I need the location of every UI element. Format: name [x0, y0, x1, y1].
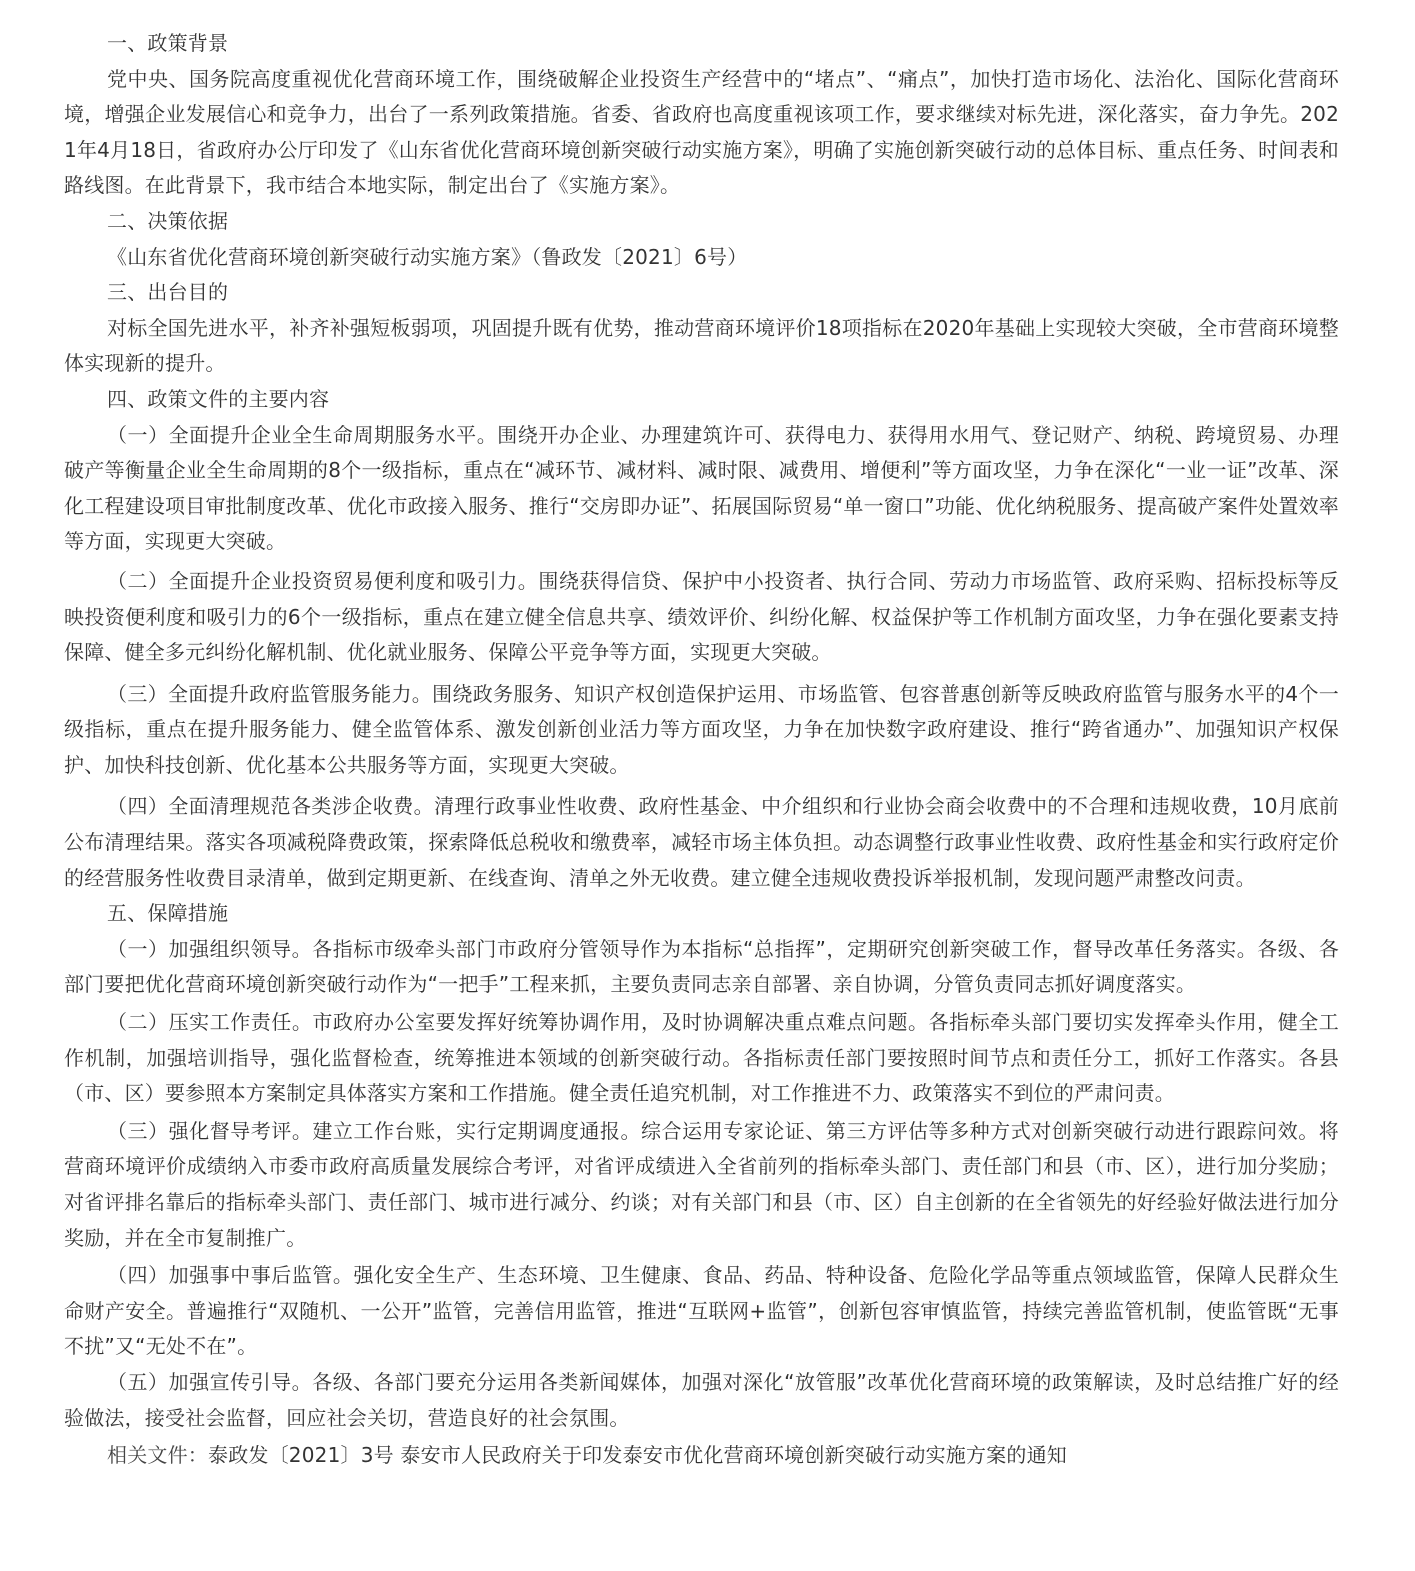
section-heading-main-content: 四、政策文件的主要内容 — [107, 386, 330, 411]
safeguard-item-2: （二）压实工作责任。市政府办公室要发挥好统筹协调作用，及时协调解决重点难点问题。各指标牵头部门要切实发挥牵头作用，健全工作机制，加强培训指导，强化监督检查，统筹推进本领域的创新突破行动。各指标责任部门要按照时间节点和责任分工，抓好工作落实。各县（市、区）要参照本方案制定具体落实方案和工作措施。健全责任追究机制，对工作推进不力、政策落实不到位的严肃问责。 — [64, 1010, 1339, 1106]
related-label: 相关文件： — [107, 1443, 208, 1468]
related-document-link[interactable]: 泰政发〔2021〕3号 泰安市人民政府关于印发泰安市优化营商环境创新突破行动实施方案的通知 — [208, 1443, 1067, 1468]
main-content-item-1: （一）全面提升企业全生命周期服务水平。围绕开办企业、办理建筑许可、获得电力、获得用水用气、登记财产、纳税、跨境贸易、办理破产等衡量企业全生命周期的8个一级指标，重点在“减环节、减材料、减时限、减费用、增便利”等方面攻坚，力争在深化“一业一证”改革、深化工程建设项目审批制度改革、优化市政接入服务、推行“交房即办证”、拓展国际贸易“单一窗口”功能、优化纳税服务、提高破产案件处置效率等方面，实现更大突破。 — [64, 422, 1339, 554]
main-content-item-2: （二）全面提升企业投资贸易便利度和吸引力。围绕获得信贷、保护中小投资者、执行合同、劳动力市场监管、政府采购、招标投标等反映投资便利度和吸引力的6个一级指标，重点在建立健全信息共享、绩效评价、纠纷化解、权益保护等工作机制方面攻坚，力争在强化要素支持保障、健全多元纠纷化解机制、优化就业服务、保障公平竞争等方面，实现更大突破。 — [64, 568, 1339, 665]
safeguard-item-3: （三）强化督导考评。建立工作台账，实行定期调度通报。综合运用专家论证、第三方评估等多种方式对创新突破行动进行跟踪问效。将营商环境评价成绩纳入市委市政府高质量发展综合考评，对省评成绩进入全省前列的指标牵头部门、责任部门和县（市、区），进行加分奖励；对省评排名靠后的指标牵头部门、责任部门、城市进行减分、约谈；对有关部门和县（市、区）自主创新的在全省领先的好经验好做法进行加分奖励，并在全市复制推广。 — [64, 1118, 1339, 1250]
safeguard-item-4: （四）加强事中事后监管。强化安全生产、生态环境、卫生健康、食品、药品、特种设备、危险化学品等重点领域监管，保障人民群众生命财产安全。普遍推行“双随机、一公开”监管，完善信用监管，推进“互联网+监管”，创新包容审慎监管，持续完善监管机制，使监管既“无事不扰”又“无处不在”。 — [64, 1263, 1339, 1359]
purpose-paragraph: 对标全国先进水平，补齐补强短板弱项，巩固提升既有优势，推动营商环境评价18项指标在2020年基础上实现较大突破，全市营商环境整体实现新的提升。 — [64, 315, 1339, 376]
related-documents — [64, 1438, 1339, 1474]
main-content-item-3: （三）全面提升政府监管服务能力。围绕政务服务、知识产权创造保护运用、市场监管、包容普惠创新等反映政府监管与服务水平的4个一级指标，重点在提升服务能力、健全监管体系、激发创新创业活力等方面攻坚，力争在加快数字政府建设、推行“跨省通办”、加强知识产权保护、加快科技创新、优化基本公共服务等方面，实现更大突破。 — [64, 681, 1339, 777]
section-heading-safeguards: 五、保障措施 — [107, 901, 229, 926]
section-heading-purpose: 三、出台目的 — [107, 280, 229, 305]
safeguard-item-5: （五）加强宣传引导。各级、各部门要充分运用各类新闻媒体，加强对深化“放管服”改革优化营商环境的政策解读，及时总结推广好的经验做法，接受社会监督，回应社会关切，营造良好的社会氛围。 — [64, 1369, 1339, 1430]
background-paragraph: 党中央、国务院高度重视优化营商环境工作，围绕破解企业投资生产经营中的“堵点”、“痛点”，加快打造市场化、法治化、国际化营商环境，增强企业发展信心和竞争力，出台了一系列政策措施。省委、省政府也高度重视该项工作，要求继续对标先进，深化落实，奋力争先。2021年4月18日，省政府办公厅印发了《山东省优化营商环境创新突破行动实施方案》，明确了实施创新突破行动的总体目标、重点任务、时间表和路线图。在此背景下，我市结合本地实际，制定出台了《实施方案》。 — [64, 66, 1339, 198]
basis-paragraph: 《山东省优化营商环境创新突破行动实施方案》（鲁政发〔2021〕6号） — [107, 244, 748, 269]
section-heading-background: 一、政策背景 — [107, 31, 229, 55]
section-heading-basis: 二、决策依据 — [107, 208, 229, 233]
safeguard-item-1: （一）加强组织领导。各指标市级牵头部门市政府分管领导作为本指标“总指挥”，定期研究创新突破工作，督导改革任务落实。各级、各部门要把优化营商环境创新突破行动作为“一把手”工程来抓，主要负责同志亲自部署、亲自协调，分管负责同志抓好调度落实。 — [64, 936, 1339, 997]
main-content-item-4: （四）全面清理规范各类涉企收费。清理行政事业性收费、政府性基金、中介组织和行业协会商会收费中的不合理和违规收费，10月底前公布清理结果。落实各项减税降费政策，探索降低总税收和缴费率，减轻市场主体负担。动态调整行政事业性收费、政府性基金和实行政府定价的经营服务性收费目录清单，做到定期更新、在线查询、清单之外无收费。建立健全违规收费投诉举报机制，发现问题严肃整改问责。 — [64, 794, 1339, 890]
